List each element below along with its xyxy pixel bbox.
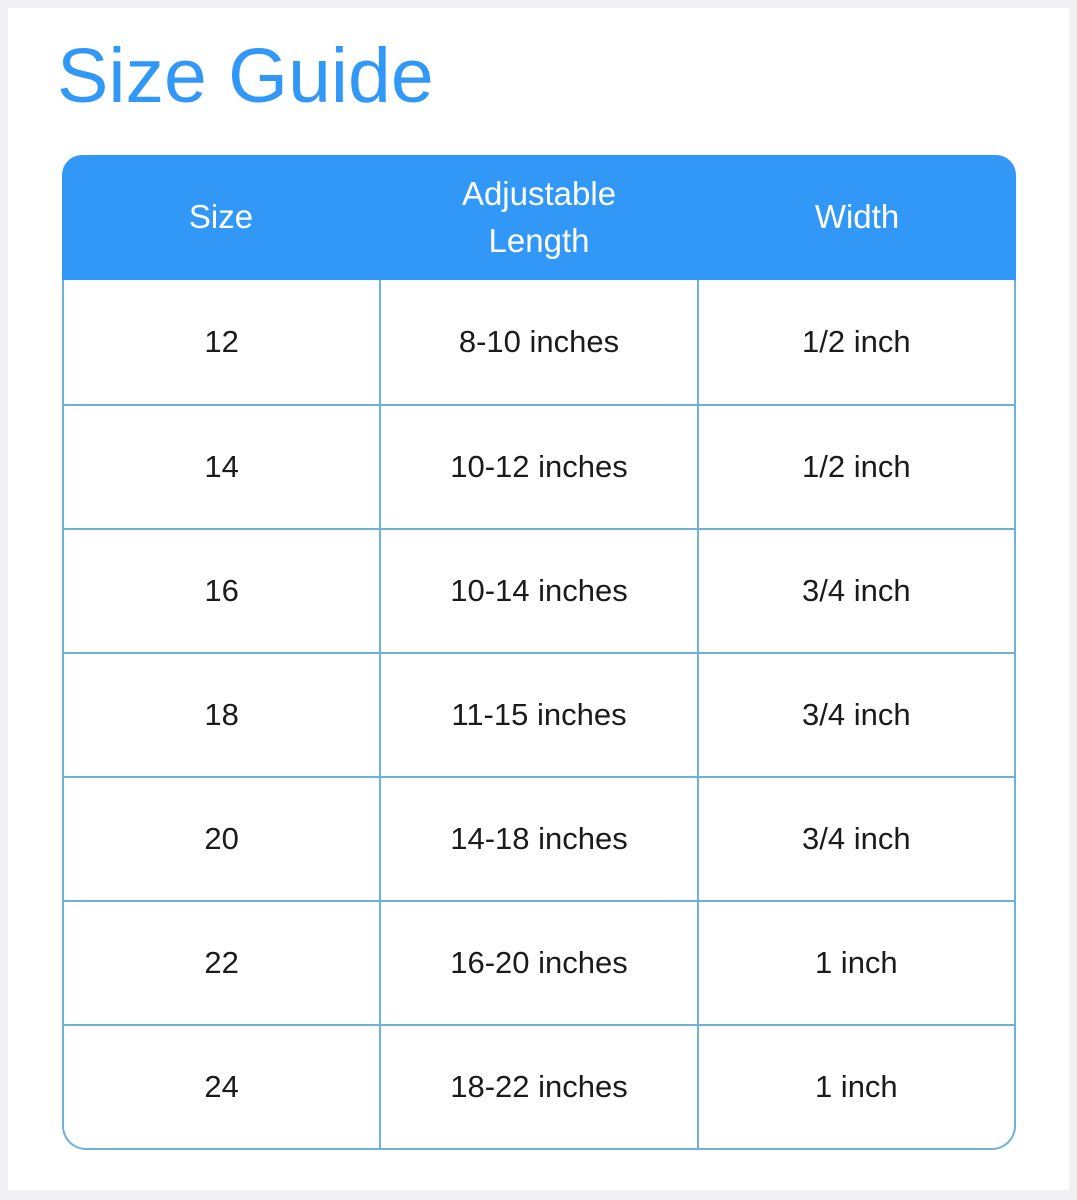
length-cell: 18-22 inches <box>379 1026 696 1148</box>
size-cell: 24 <box>204 1069 239 1104</box>
table-row <box>64 404 1014 528</box>
table-header-row <box>62 155 1016 280</box>
column-header-width <box>698 155 1016 280</box>
length-cell: 14-18 inches <box>379 778 696 900</box>
size-cell: 14 <box>204 449 239 484</box>
width-cell: 1 inch <box>697 1026 1014 1148</box>
table-row <box>64 1024 1014 1148</box>
width-cell: 3/4 inch <box>697 654 1014 776</box>
table-row <box>64 900 1014 1024</box>
table-row <box>64 528 1014 652</box>
length-cell: 11-15 inches <box>379 654 696 776</box>
size-cell: 18 <box>204 697 239 732</box>
width-cell: 1/2 inch <box>697 406 1014 528</box>
page-title: Size Guide <box>57 33 434 119</box>
table-body <box>62 280 1016 1150</box>
column-header-size <box>62 155 380 280</box>
width-cell: 1 inch <box>697 902 1014 1024</box>
column-header-label: Adjustable Length <box>461 174 617 259</box>
width-cell: 3/4 inch <box>697 530 1014 652</box>
width-cell: 3/4 inch <box>697 778 1014 900</box>
size-guide-table <box>62 155 1016 1150</box>
size-cell: 22 <box>204 945 239 980</box>
length-cell: 16-20 inches <box>379 902 696 1024</box>
size-cell: 16 <box>204 573 239 608</box>
column-header-label: Size <box>188 198 254 236</box>
table-row <box>64 652 1014 776</box>
length-cell: 8-10 inches <box>379 280 696 404</box>
width-cell: 1/2 inch <box>697 280 1014 404</box>
table-row <box>64 776 1014 900</box>
column-header-adjustable-length <box>380 155 698 280</box>
column-header-label: Width <box>814 198 900 236</box>
length-cell: 10-14 inches <box>379 530 696 652</box>
length-cell: 10-12 inches <box>379 406 696 528</box>
size-cell: 20 <box>204 821 239 856</box>
size-cell: 12 <box>204 324 239 359</box>
table-row <box>64 280 1014 404</box>
page-background <box>8 8 1069 1190</box>
